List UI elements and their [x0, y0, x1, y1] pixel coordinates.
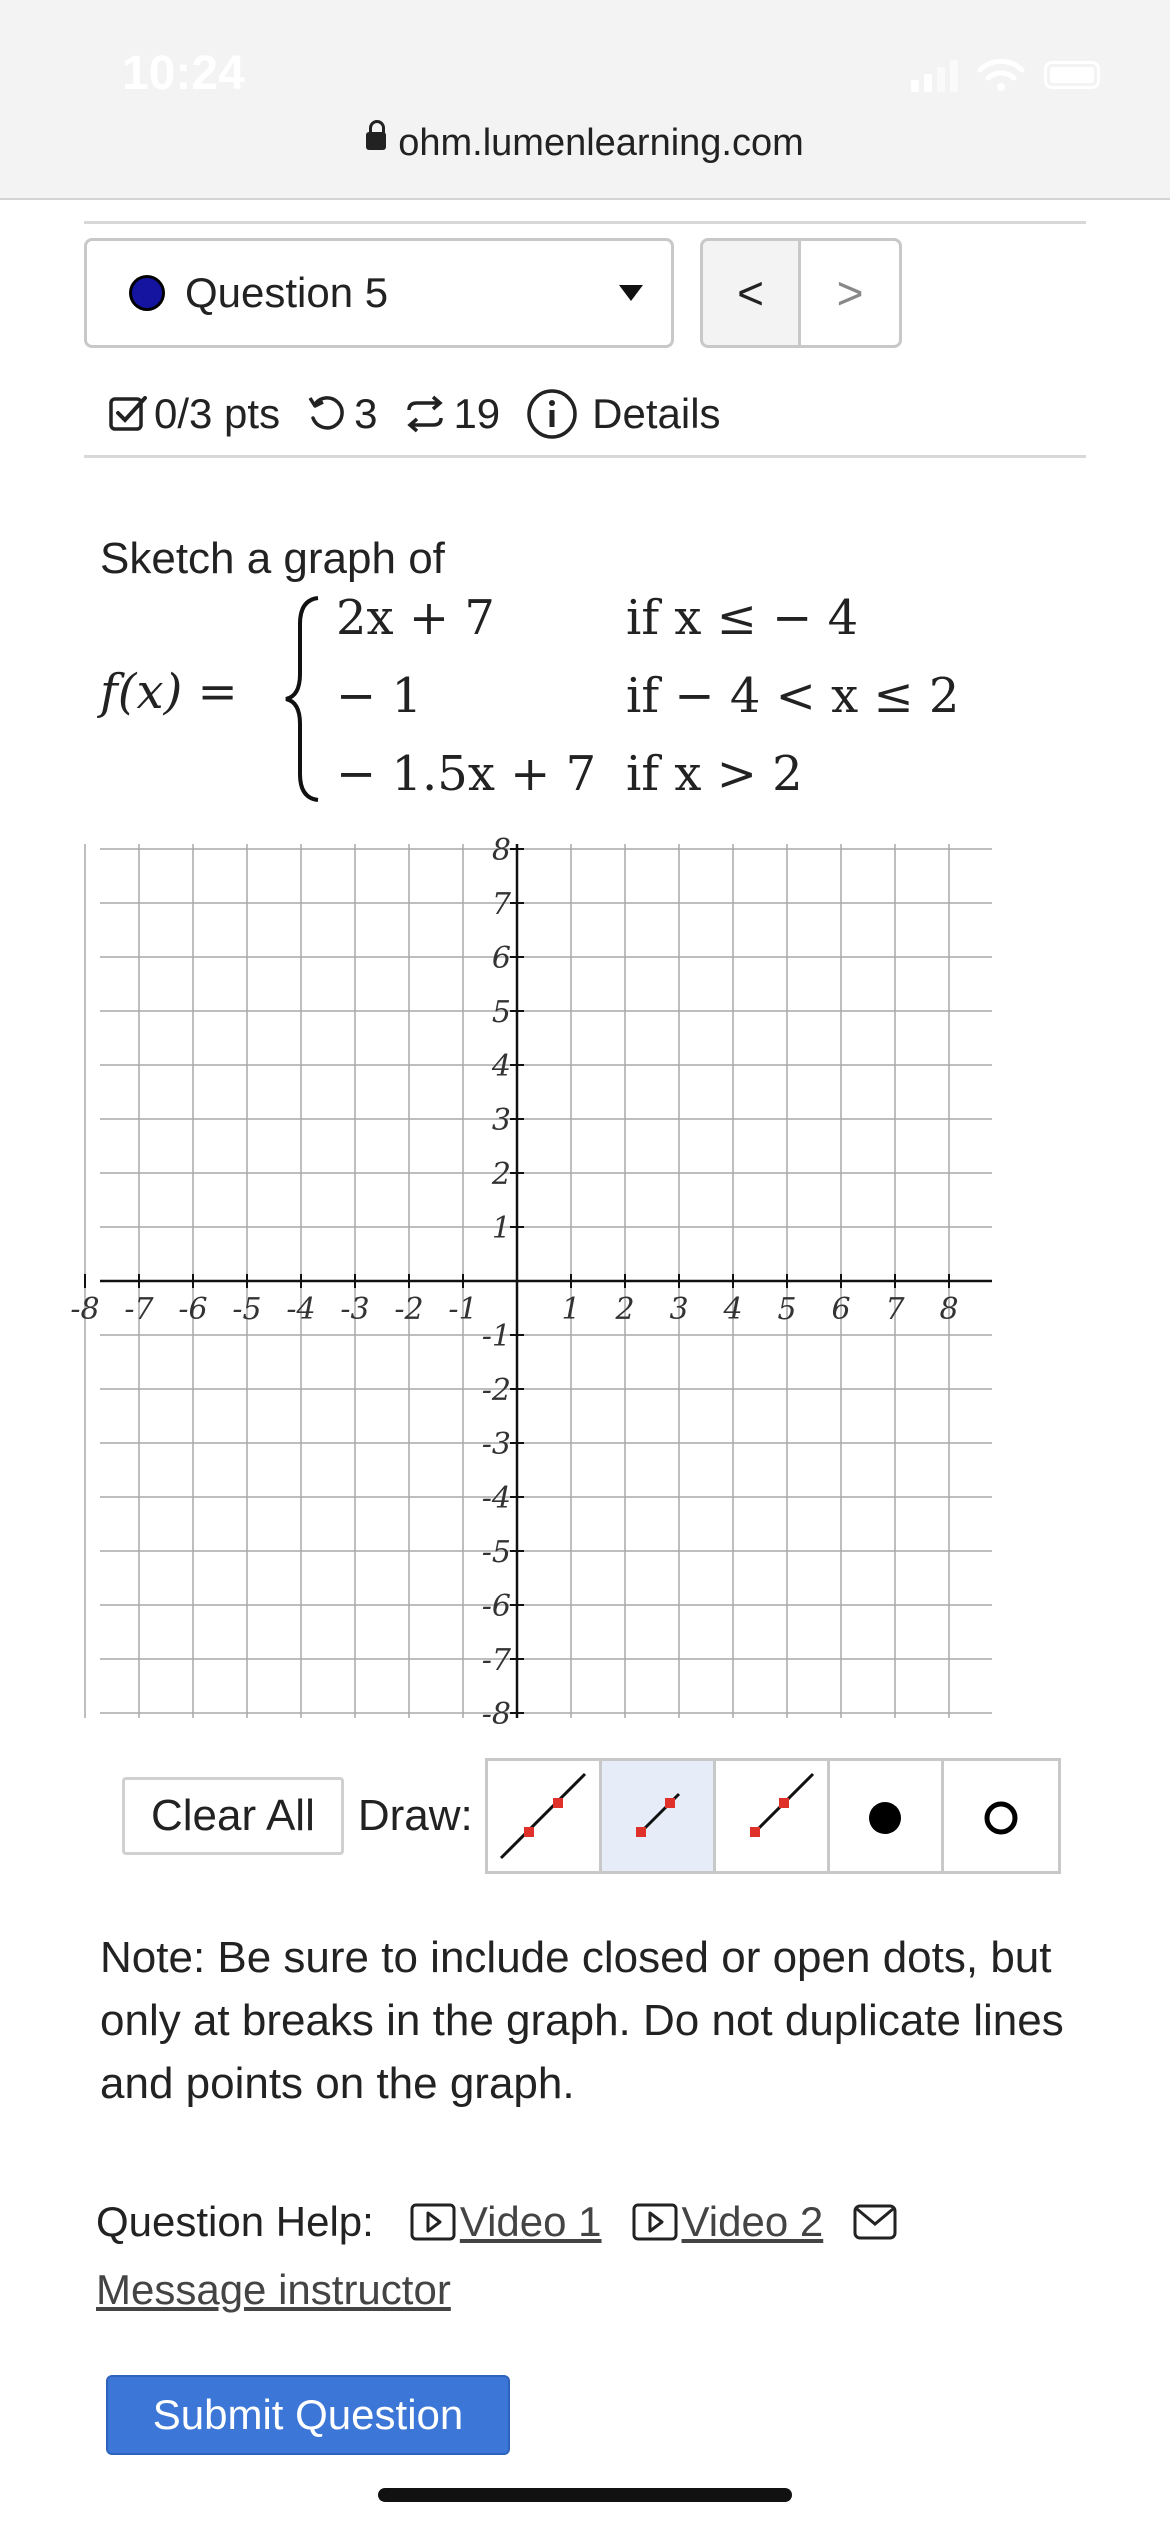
x-tick-label: -4 — [286, 1292, 316, 1327]
video-1-link[interactable] — [410, 2198, 602, 2246]
y-tick-label: 1 — [491, 1211, 511, 1246]
attempts-count: 19 — [453, 390, 501, 437]
x-tick-label: -3 — [340, 1292, 370, 1327]
y-tick-label: -8 — [481, 1697, 511, 1732]
lock-icon — [366, 132, 386, 150]
x-tick-label: 7 — [885, 1292, 905, 1327]
closed-dot-tool-button[interactable] — [830, 1761, 944, 1871]
piece-2-condition: if − 4 < x ≤ 2 — [626, 668, 960, 724]
retry-icon — [306, 394, 348, 434]
video-icon — [410, 2203, 456, 2241]
problem-prompt: Sketch a graph of — [100, 534, 445, 583]
video-2-text: Video 2 — [681, 2198, 824, 2245]
y-tick-label: 8 — [491, 833, 511, 868]
question-nav — [700, 238, 902, 348]
home-indicator — [378, 2488, 792, 2502]
draw-toolbar — [122, 1758, 1061, 1874]
instruction-note: Note: Be sure to include closed or open dots, but only at breaks in the graph. Do not duplicate lines and points on the graph. — [100, 1933, 1064, 2108]
battery-icon — [1044, 61, 1100, 89]
question-status-dot — [129, 275, 165, 311]
points-text: 0/3 pts — [154, 390, 281, 437]
y-tick-label: -4 — [481, 1481, 511, 1516]
y-tick-label: -2 — [481, 1373, 511, 1408]
previous-question-button[interactable]: < — [700, 238, 801, 348]
line-tool-button[interactable] — [488, 1761, 602, 1871]
x-tick-label: 3 — [669, 1292, 689, 1327]
function-name: f(x) = — [100, 664, 238, 720]
x-tick-label: 4 — [723, 1292, 743, 1327]
info-icon[interactable] — [526, 388, 578, 440]
draw-tool-group — [485, 1758, 1061, 1874]
clock: 10:24 — [122, 47, 245, 100]
x-tick-label: -5 — [232, 1292, 262, 1327]
url-text: ohm.lumenlearning.com — [398, 122, 804, 164]
clear-all-button[interactable]: Clear All — [122, 1777, 344, 1855]
y-tick-label: 5 — [491, 995, 511, 1030]
y-tick-label: 6 — [491, 941, 511, 976]
closed-dot-icon — [835, 1766, 935, 1866]
question-meta — [108, 384, 721, 444]
x-tick-label: 2 — [615, 1292, 635, 1327]
video-2-link[interactable] — [632, 2198, 824, 2246]
draw-label: Draw: — [357, 1791, 473, 1840]
segment-tool-icon — [721, 1766, 821, 1866]
piecewise-brace — [282, 594, 322, 804]
mail-icon[interactable] — [853, 2204, 897, 2240]
line-tool-icon — [493, 1766, 593, 1866]
question-help — [96, 2198, 897, 2246]
next-question-button[interactable]: > — [801, 238, 902, 348]
graphing-canvas[interactable] — [70, 828, 1004, 1732]
divider — [84, 455, 1086, 458]
y-tick-label: 2 — [491, 1157, 511, 1192]
video-icon — [632, 2203, 678, 2241]
checkbox-score-icon — [108, 394, 148, 434]
x-tick-label: 1 — [561, 1292, 581, 1327]
x-tick-label: -6 — [178, 1292, 208, 1327]
help-label: Question Help: — [96, 2198, 374, 2245]
divider — [84, 221, 1086, 224]
details-link[interactable]: Details — [592, 390, 721, 437]
y-tick-label: 4 — [491, 1049, 511, 1084]
x-tick-label: -1 — [448, 1292, 478, 1327]
open-dot-icon — [951, 1766, 1051, 1866]
status-icons — [911, 58, 1100, 92]
submit-question-button[interactable]: Submit Question — [106, 2375, 510, 2455]
message-instructor-link[interactable]: Message instructor — [96, 2266, 451, 2313]
piece-1-condition: if x ≤ − 4 — [626, 590, 859, 646]
video-1-text: Video 1 — [459, 2198, 602, 2245]
x-tick-label: -7 — [124, 1292, 154, 1327]
question-dropdown[interactable] — [84, 238, 674, 348]
piece-2-expression: − 1 — [336, 668, 423, 724]
caret-down-icon — [619, 285, 643, 301]
browser-header — [0, 0, 1170, 200]
x-tick-label: 5 — [777, 1292, 797, 1327]
piece-3-expression: − 1.5x + 7 — [336, 746, 597, 802]
y-tick-label: -7 — [481, 1643, 511, 1678]
x-tick-label: -2 — [394, 1292, 424, 1327]
open-dot-tool-button[interactable] — [944, 1761, 1058, 1871]
x-tick-label: 6 — [831, 1292, 851, 1327]
address-bar[interactable] — [0, 122, 1170, 165]
y-tick-label: -5 — [481, 1535, 511, 1570]
segment-tool-button[interactable] — [716, 1761, 830, 1871]
y-tick-label: -6 — [481, 1589, 511, 1624]
piece-1-expression: 2x + 7 — [336, 590, 495, 646]
ray-tool-icon — [607, 1766, 707, 1866]
signal-icon — [911, 58, 958, 92]
y-tick-label: -3 — [481, 1427, 511, 1462]
piece-3-condition: if x > 2 — [626, 746, 803, 802]
y-tick-label: -1 — [481, 1319, 511, 1354]
wifi-icon — [978, 58, 1024, 92]
y-tick-label: 3 — [491, 1103, 511, 1138]
question-label: Question 5 — [185, 269, 389, 316]
x-tick-label: -8 — [70, 1292, 100, 1327]
retries-count: 3 — [354, 390, 378, 437]
y-tick-label: 7 — [491, 887, 511, 922]
ray-tool-button[interactable] — [602, 1761, 716, 1871]
attempts-icon — [403, 394, 447, 434]
x-tick-label: 8 — [939, 1292, 959, 1327]
